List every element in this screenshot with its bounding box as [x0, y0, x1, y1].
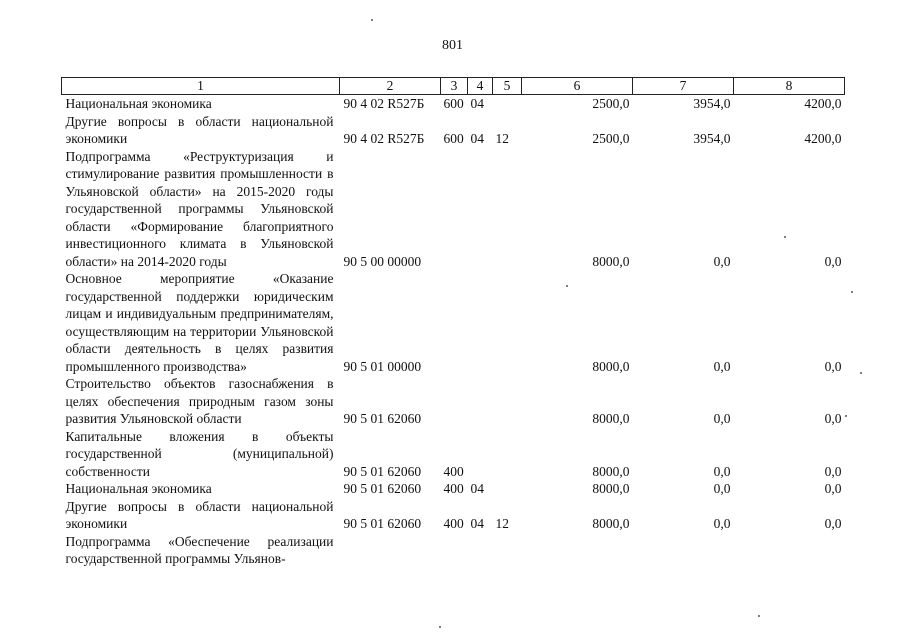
row-c5 [493, 148, 522, 271]
row-v8: 0,0 [824, 411, 842, 426]
scan-speck [851, 291, 853, 293]
row-v8: 0,0 [824, 358, 842, 374]
row-c3 [441, 533, 468, 568]
row-c5 [493, 428, 522, 481]
row-c3: 600 [443, 96, 464, 111]
header-row [62, 78, 845, 95]
table-row [62, 498, 845, 533]
row-c3 [441, 375, 468, 428]
row-v7: 0,0 [713, 411, 731, 426]
row-c4: 04 [470, 516, 484, 531]
row-c4: 04 [470, 481, 484, 496]
row-v7: 3954,0 [693, 131, 731, 146]
row-c4: 04 [470, 96, 484, 111]
row-code: 90 5 01 00000 [343, 358, 422, 374]
row-v6 [522, 533, 633, 568]
row-code: 90 4 02 R527Б [343, 131, 425, 146]
scan-speck [784, 236, 786, 238]
column-header-6: 6 [522, 78, 633, 95]
row-v7 [633, 533, 734, 568]
scan-speck [439, 626, 441, 628]
row-c4 [468, 533, 493, 568]
row-code: 90 5 01 62060 [343, 463, 422, 479]
row-code: 90 5 00 00000 [343, 253, 422, 269]
column-header-8: 8 [734, 78, 845, 95]
table-header [62, 78, 845, 95]
row-c4 [468, 270, 493, 375]
row-v7: 0,0 [713, 463, 731, 479]
row-v6: 8000,0 [592, 411, 630, 426]
row-c4 [468, 428, 493, 481]
row-v6: 8000,0 [592, 463, 630, 479]
row-code [340, 533, 441, 568]
table-row [62, 533, 845, 568]
row-v8: 0,0 [824, 516, 842, 531]
row-name: Национальная экономика [65, 481, 212, 496]
column-header-2: 2 [340, 78, 441, 95]
row-name: Национальная экономика [65, 96, 212, 111]
column-header-3: 3 [441, 78, 468, 95]
row-c5 [493, 270, 522, 375]
row-v6: 8000,0 [592, 253, 630, 269]
row-name: Подпрограмма «Реструктуризация и стимулирование развития промышленности в Ульяновской области» на 2015-2020 годы государственной программы Ульяновской области «Формирование благоприятного инвестиционного климата в Ульяновской области» на 2014-2020 годы [65, 148, 334, 269]
table-row [62, 375, 845, 428]
row-v7: 0,0 [713, 253, 731, 269]
budget-table [61, 77, 845, 568]
scan-speck [566, 285, 568, 287]
row-v6: 2500,0 [592, 96, 630, 111]
table-body [62, 95, 845, 568]
row-v7: 3954,0 [693, 96, 731, 111]
row-name: Другие вопросы в области национальной экономики [65, 113, 334, 146]
row-code: 90 5 01 62060 [343, 411, 422, 426]
table-row [62, 148, 845, 271]
row-v6: 8000,0 [592, 516, 630, 531]
row-c3: 400 [443, 516, 464, 531]
row-c3 [441, 148, 468, 271]
row-c5: 12 [495, 131, 509, 146]
row-v8 [734, 533, 845, 568]
row-v6: 8000,0 [592, 358, 630, 374]
table-row [62, 95, 845, 113]
row-c5 [493, 533, 522, 568]
row-c4: 04 [470, 131, 484, 146]
column-header-4: 4 [468, 78, 493, 95]
row-c5 [493, 95, 522, 113]
row-name: Капитальные вложения в объекты государственной (муниципальной) собственности [65, 428, 334, 479]
scan-speck [845, 415, 847, 417]
row-c3: 600 [443, 131, 464, 146]
page-number: 801 [442, 38, 463, 53]
row-c4 [468, 148, 493, 271]
row-c5 [493, 375, 522, 428]
row-code: 90 5 01 62060 [343, 481, 422, 496]
row-c4 [468, 375, 493, 428]
row-v7: 0,0 [713, 358, 731, 374]
table-row [62, 480, 845, 498]
column-header-7: 7 [633, 78, 734, 95]
row-c3 [441, 270, 468, 375]
row-v7: 0,0 [713, 481, 731, 496]
scan-speck [758, 615, 760, 617]
scan-speck [371, 19, 373, 21]
row-name: Основное мероприятие «Оказание государственной поддержки юридическим лицам и индивидуальным предпринимателям, осуществляющим на территории Ульяновской области деятельность в целях развития промышленного производства» [65, 271, 334, 374]
row-c5 [493, 480, 522, 498]
scan-speck [860, 372, 862, 374]
table-row [62, 270, 845, 375]
row-code: 90 5 01 62060 [343, 516, 422, 531]
row-v8: 4200,0 [804, 131, 842, 146]
row-name: Другие вопросы в области национальной экономики [65, 498, 334, 531]
row-v8: 0,0 [824, 481, 842, 496]
row-code: 90 4 02 R527Б [343, 96, 425, 111]
row-name: Строительство объектов газоснабжения в целях обеспечения природным газом зоны развития Ульяновской области [65, 376, 334, 426]
row-v8: 0,0 [824, 253, 842, 269]
row-name: Подпрограмма «Обеспечение реализации государственной программы Ульянов- [65, 533, 334, 566]
table-row [62, 428, 845, 481]
row-c5: 12 [495, 516, 509, 531]
row-v8: 4200,0 [804, 96, 842, 111]
table-row [62, 113, 845, 148]
row-v7: 0,0 [713, 516, 731, 531]
column-header-5: 5 [493, 78, 522, 95]
row-c3: 400 [443, 481, 464, 496]
row-v6: 2500,0 [592, 131, 630, 146]
column-header-1: 1 [62, 78, 340, 95]
row-v8: 0,0 [824, 463, 842, 479]
row-v6: 8000,0 [592, 481, 630, 496]
row-c3: 400 [443, 463, 464, 479]
